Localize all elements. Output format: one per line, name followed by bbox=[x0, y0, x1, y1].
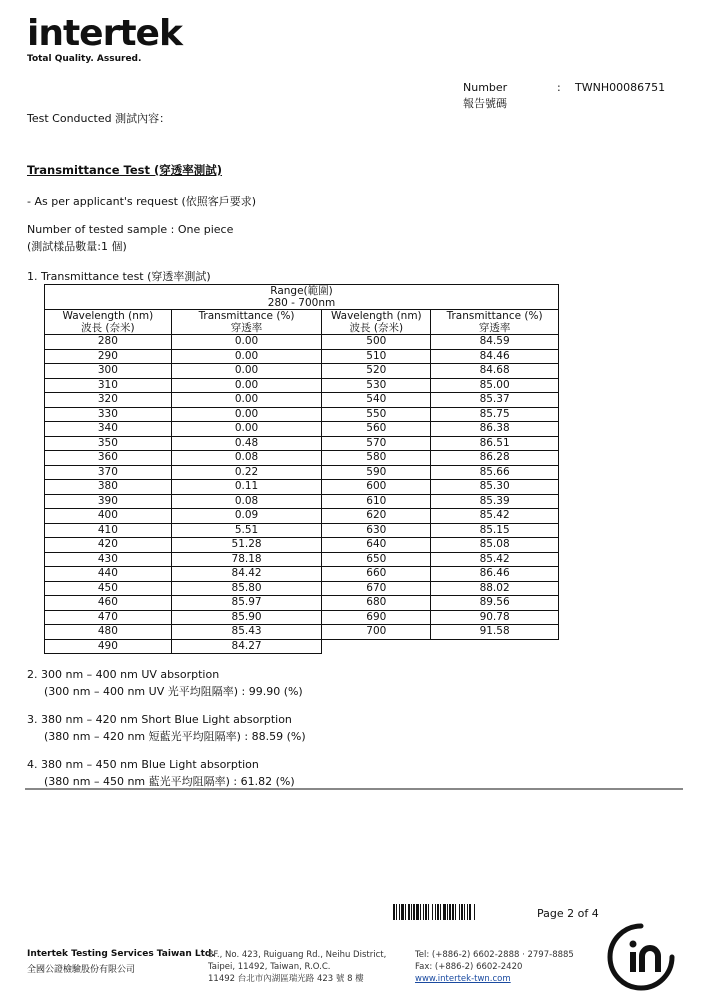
sample-count-en: Number of tested sample : One piece bbox=[27, 223, 234, 236]
cell-transmittance: 85.42 bbox=[431, 552, 559, 567]
cell-wavelength: 330 bbox=[45, 407, 172, 422]
barcode-icon bbox=[393, 904, 525, 920]
table-row bbox=[45, 610, 559, 625]
cell-transmittance: 85.08 bbox=[431, 538, 559, 553]
cell-wavelength: 440 bbox=[45, 567, 172, 582]
cell-transmittance: 0.00 bbox=[171, 407, 322, 422]
cell-wavelength: 360 bbox=[45, 451, 172, 466]
barcode-bar bbox=[425, 904, 427, 920]
report-number-label-zh: 報告號碼 bbox=[463, 97, 507, 110]
divider bbox=[25, 788, 683, 790]
barcode-bar bbox=[447, 904, 448, 920]
cell-transmittance: 84.46 bbox=[431, 349, 559, 364]
cell-transmittance: 85.00 bbox=[431, 378, 559, 393]
barcode-bar bbox=[440, 904, 441, 920]
barcode-bar bbox=[461, 904, 463, 920]
cell-wavelength: 690 bbox=[322, 610, 431, 625]
table-row bbox=[45, 364, 559, 379]
footer-tel: Tel: (+886-2) 6602-2888 · 2797-8885 bbox=[415, 950, 574, 960]
cell-wavelength: 630 bbox=[322, 523, 431, 538]
col-header-transmittance-right bbox=[431, 310, 559, 335]
cell-transmittance: 85.75 bbox=[431, 407, 559, 422]
cell-transmittance: 0.00 bbox=[171, 393, 322, 408]
barcode-bar bbox=[467, 904, 468, 920]
cell-wavelength: 570 bbox=[322, 436, 431, 451]
col-tr-label-zh: 穿透率 bbox=[478, 322, 511, 334]
cell-wavelength: 640 bbox=[322, 538, 431, 553]
barcode-bar bbox=[474, 904, 475, 920]
item1-heading: 1. Transmittance test (穿透率測試) bbox=[27, 270, 211, 283]
cell-wavelength: 430 bbox=[45, 552, 172, 567]
footer-company: Intertek Testing Services Taiwan Ltd. bbox=[27, 949, 215, 959]
table-row bbox=[45, 465, 559, 480]
footer-address-line3: 11492 台北市內湖區瑞光路 423 號 8 樓 bbox=[208, 974, 364, 984]
cell-transmittance: 85.39 bbox=[431, 494, 559, 509]
cell-wavelength: 550 bbox=[322, 407, 431, 422]
barcode-bar bbox=[469, 904, 471, 920]
col-tr-label: Transmittance (%) bbox=[198, 310, 295, 322]
cell-wavelength: 300 bbox=[45, 364, 172, 379]
request-line: - As per applicant's request (依照客戶要求) bbox=[27, 195, 257, 208]
table-row bbox=[45, 581, 559, 596]
cell-wavelength: 580 bbox=[322, 451, 431, 466]
cell-wavelength: 650 bbox=[322, 552, 431, 567]
cell-wavelength: 480 bbox=[45, 625, 172, 640]
cell-transmittance: 86.28 bbox=[431, 451, 559, 466]
footer-fax: Fax: (+886-2) 6602-2420 bbox=[415, 962, 523, 972]
barcode-bar bbox=[432, 904, 433, 920]
table-row bbox=[45, 639, 559, 654]
cell-transmittance: 85.42 bbox=[431, 509, 559, 524]
cell-transmittance: 84.59 bbox=[431, 335, 559, 350]
report-number-value: TWNH00086751 bbox=[575, 81, 666, 94]
cell-wavelength: 350 bbox=[45, 436, 172, 451]
barcode-bar bbox=[423, 904, 424, 920]
cell-wavelength: 410 bbox=[45, 523, 172, 538]
cell-transmittance: 0.00 bbox=[171, 364, 322, 379]
empty-cell bbox=[322, 639, 559, 654]
table-row bbox=[45, 494, 559, 509]
barcode-bar bbox=[408, 904, 410, 920]
cell-wavelength: 320 bbox=[45, 393, 172, 408]
report-number-colon: : bbox=[557, 81, 561, 94]
cell-wavelength: 280 bbox=[45, 335, 172, 350]
cell-wavelength: 500 bbox=[322, 335, 431, 350]
cell-wavelength: 400 bbox=[45, 509, 172, 524]
cell-transmittance: 0.08 bbox=[171, 494, 322, 509]
col-wl-label-zh: 波長 (奈米) bbox=[81, 322, 135, 334]
cell-transmittance: 88.02 bbox=[431, 581, 559, 596]
cell-wavelength: 600 bbox=[322, 480, 431, 495]
barcode-bar bbox=[399, 904, 400, 920]
footer-company-zh: 全國公證檢驗股份有限公司 bbox=[27, 965, 136, 975]
cell-wavelength: 560 bbox=[322, 422, 431, 437]
col-header-wavelength-left bbox=[45, 310, 172, 335]
cell-transmittance: 91.58 bbox=[431, 625, 559, 640]
cell-transmittance: 89.56 bbox=[431, 596, 559, 611]
barcode-bar bbox=[428, 904, 429, 920]
barcode-bar bbox=[437, 904, 439, 920]
table-row bbox=[45, 596, 559, 611]
cell-transmittance: 86.51 bbox=[431, 436, 559, 451]
barcode-bar bbox=[405, 904, 406, 920]
barcode-bar bbox=[435, 904, 436, 920]
cell-transmittance: 90.78 bbox=[431, 610, 559, 625]
intertek-emblem-icon bbox=[606, 922, 676, 992]
table-row bbox=[45, 625, 559, 640]
barcode-bar bbox=[455, 904, 456, 920]
cell-transmittance: 85.37 bbox=[431, 393, 559, 408]
cell-transmittance: 84.68 bbox=[431, 364, 559, 379]
cell-wavelength: 340 bbox=[45, 422, 172, 437]
cell-transmittance: 0.09 bbox=[171, 509, 322, 524]
barcode-bar bbox=[420, 904, 421, 920]
section-title: Transmittance Test (穿透率測試) bbox=[27, 163, 223, 177]
cell-transmittance: 78.18 bbox=[171, 552, 322, 567]
table-row bbox=[45, 407, 559, 422]
cell-transmittance: 51.28 bbox=[171, 538, 322, 553]
report-number-label: Number bbox=[463, 81, 508, 94]
barcode-bar bbox=[413, 904, 415, 920]
cell-wavelength: 700 bbox=[322, 625, 431, 640]
barcode-bar bbox=[411, 904, 412, 920]
table-row bbox=[45, 422, 559, 437]
cell-transmittance: 85.30 bbox=[431, 480, 559, 495]
cell-wavelength: 370 bbox=[45, 465, 172, 480]
footer-website-link[interactable]: www.intertek-twn.com bbox=[415, 974, 511, 984]
range-value: 280 - 700nm bbox=[267, 297, 336, 309]
transmittance-table bbox=[44, 284, 559, 654]
cell-transmittance: 85.43 bbox=[171, 625, 322, 640]
col-wl-label: Wavelength (nm) bbox=[62, 310, 154, 322]
footer-address-line2: Taipei, 11492, Taiwan, R.O.C. bbox=[208, 962, 331, 972]
cell-transmittance: 85.80 bbox=[171, 581, 322, 596]
cell-transmittance: 0.08 bbox=[171, 451, 322, 466]
cell-wavelength: 590 bbox=[322, 465, 431, 480]
cell-wavelength: 310 bbox=[45, 378, 172, 393]
cell-transmittance: 85.15 bbox=[431, 523, 559, 538]
sample-count-zh: (測試樣品數量:1 個) bbox=[27, 240, 127, 253]
cell-transmittance: 0.00 bbox=[171, 422, 322, 437]
barcode-bar bbox=[459, 904, 460, 920]
col-wl-label: Wavelength (nm) bbox=[330, 310, 422, 322]
barcode-bar bbox=[416, 904, 419, 920]
cell-wavelength: 660 bbox=[322, 567, 431, 582]
footer-address bbox=[208, 949, 386, 985]
col-tr-label: Transmittance (%) bbox=[446, 310, 543, 322]
cell-wavelength: 290 bbox=[45, 349, 172, 364]
table-row bbox=[45, 393, 559, 408]
table-row bbox=[45, 349, 559, 364]
barcode-bar bbox=[393, 904, 395, 920]
cell-wavelength: 620 bbox=[322, 509, 431, 524]
col-wl-label-zh: 波長 (奈米) bbox=[349, 322, 404, 334]
cell-transmittance: 85.66 bbox=[431, 465, 559, 480]
cell-wavelength: 490 bbox=[45, 639, 172, 654]
cell-wavelength: 420 bbox=[45, 538, 172, 553]
barcode-bar bbox=[449, 904, 451, 920]
cell-wavelength: 670 bbox=[322, 581, 431, 596]
footer-contact bbox=[415, 949, 574, 985]
cell-transmittance: 5.51 bbox=[171, 523, 322, 538]
page-indicator: Page 2 of 4 bbox=[537, 907, 599, 920]
result-uv-heading: 2. 300 nm – 400 nm UV absorption bbox=[27, 668, 220, 681]
cell-wavelength: 510 bbox=[322, 349, 431, 364]
barcode-bar bbox=[396, 904, 397, 920]
tagline: Total Quality. Assured. bbox=[27, 54, 142, 64]
table-row bbox=[45, 538, 559, 553]
cell-transmittance: 0.00 bbox=[171, 335, 322, 350]
result-blue-heading: 4. 380 nm – 450 nm Blue Light absorption bbox=[27, 758, 259, 771]
col-tr-label-zh: 穿透率 bbox=[230, 322, 263, 334]
table-row bbox=[45, 509, 559, 524]
table-row bbox=[45, 523, 559, 538]
cell-wavelength: 610 bbox=[322, 494, 431, 509]
cell-wavelength: 390 bbox=[45, 494, 172, 509]
table-row bbox=[45, 436, 559, 451]
result-short-blue-heading: 3. 380 nm – 420 nm Short Blue Light absorption bbox=[27, 713, 292, 726]
cell-transmittance: 85.90 bbox=[171, 610, 322, 625]
table-row bbox=[45, 567, 559, 582]
barcode-bar bbox=[401, 904, 404, 920]
cell-wavelength: 540 bbox=[322, 393, 431, 408]
col-header-wavelength-right bbox=[322, 310, 431, 335]
table-row bbox=[45, 451, 559, 466]
cell-wavelength: 450 bbox=[45, 581, 172, 596]
range-title: Range(範圍) bbox=[270, 285, 333, 297]
table-row bbox=[45, 335, 559, 350]
cell-wavelength: 520 bbox=[322, 364, 431, 379]
table-row bbox=[45, 552, 559, 567]
cell-transmittance: 85.97 bbox=[171, 596, 322, 611]
barcode-bar bbox=[452, 904, 454, 920]
result-short-blue-value: (380 nm – 420 nm 短藍光平均阻隔率) : 88.59 (%) bbox=[44, 730, 306, 743]
cell-wavelength: 470 bbox=[45, 610, 172, 625]
cell-wavelength: 530 bbox=[322, 378, 431, 393]
table-row bbox=[45, 378, 559, 393]
cell-wavelength: 680 bbox=[322, 596, 431, 611]
footer-address-line1: 8F., No. 423, Ruiguang Rd., Neihu District, bbox=[208, 950, 387, 960]
cell-transmittance: 0.11 bbox=[171, 480, 322, 495]
col-header-transmittance-left bbox=[171, 310, 322, 335]
cell-transmittance: 0.00 bbox=[171, 349, 322, 364]
cell-transmittance: 86.38 bbox=[431, 422, 559, 437]
cell-wavelength: 380 bbox=[45, 480, 172, 495]
cell-wavelength: 460 bbox=[45, 596, 172, 611]
intertek-logo: intertek bbox=[27, 13, 182, 54]
cell-transmittance: 0.48 bbox=[171, 436, 322, 451]
cell-transmittance: 84.42 bbox=[171, 567, 322, 582]
cell-transmittance: 0.00 bbox=[171, 378, 322, 393]
cell-transmittance: 0.22 bbox=[171, 465, 322, 480]
test-conducted: Test Conducted 測試內容： bbox=[27, 112, 171, 125]
cell-transmittance: 86.46 bbox=[431, 567, 559, 582]
result-blue-value: (380 nm – 450 nm 藍光平均阻隔率) : 61.82 (%) bbox=[44, 775, 295, 788]
barcode-bar bbox=[443, 904, 446, 920]
result-uv-value: (300 nm – 400 nm UV 光平均阻隔率) : 99.90 (%) bbox=[44, 685, 303, 698]
range-header bbox=[45, 285, 559, 310]
table-row bbox=[45, 480, 559, 495]
barcode-bar bbox=[464, 904, 465, 920]
cell-transmittance: 84.27 bbox=[171, 639, 322, 654]
